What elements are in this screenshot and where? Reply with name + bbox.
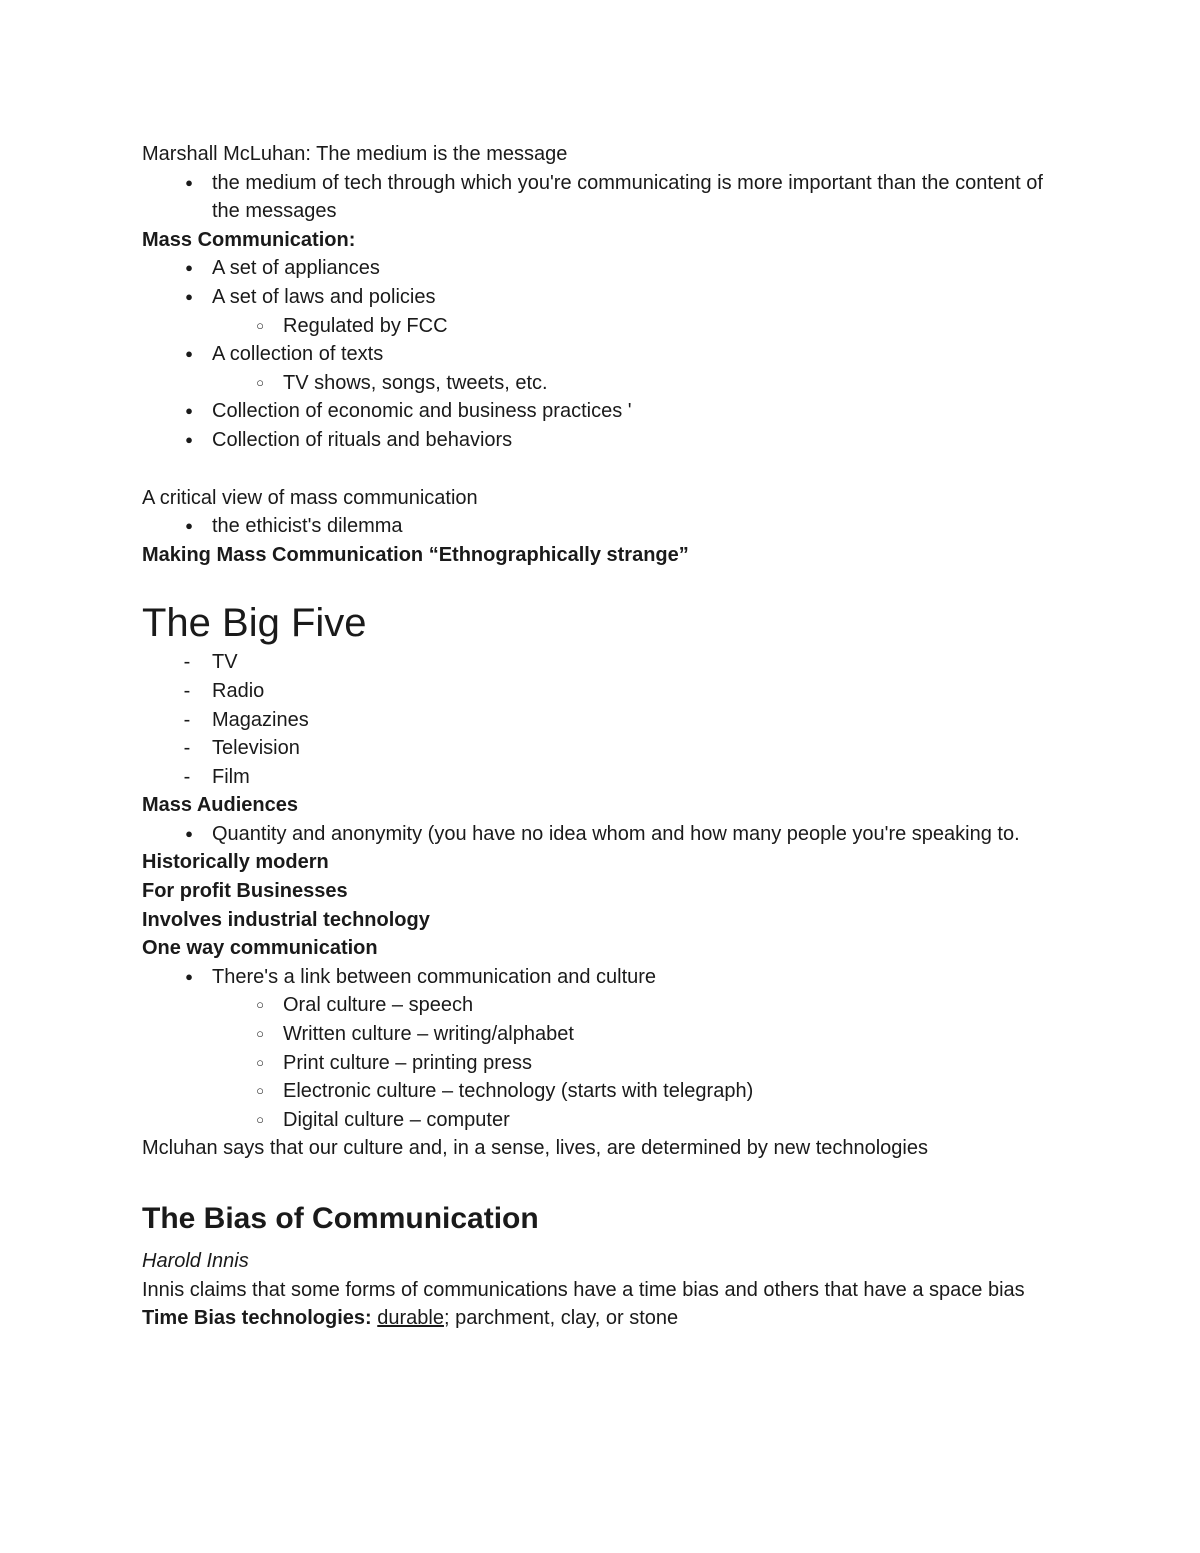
bullet-icon: ● [185, 968, 193, 984]
list-item [142, 397, 1072, 426]
dash-list-item [142, 648, 1072, 677]
innis-claim: Innis claims that some forms of communications have a time bias and others that have a space bias [142, 1278, 1025, 1301]
list-item-text: Collection of economic and business practices ' [212, 400, 632, 423]
mass-audiences-heading: Mass Audiences [142, 794, 298, 817]
bullet-icon: ● [185, 174, 193, 190]
critical-view-title: A critical view of mass communication [142, 486, 478, 509]
list-item [142, 340, 1072, 369]
sub-list-item [142, 991, 1072, 1020]
list-item [142, 254, 1072, 283]
circle-bullet-icon: ○ [256, 1054, 264, 1070]
mcluhan-summary: Mcluhan says that our culture and, in a sense, lives, are determined by new technologies [142, 1137, 928, 1160]
author-name: Harold Innis [142, 1250, 249, 1272]
circle-bullet-icon: ○ [256, 997, 264, 1013]
time-bias-rest: ; parchment, clay, or stone [443, 1307, 679, 1330]
circle-bullet-icon: ○ [256, 374, 264, 390]
list-item-text: There's a link between communication and culture [212, 965, 657, 988]
bullet-icon: ● [185, 260, 193, 276]
bullet-icon: ● [185, 518, 193, 534]
sub-list-item [142, 1106, 1072, 1135]
dash-list-item-text: Film [212, 765, 250, 788]
list-item-text: Quantity and anonymity (you have no idea whom and how many people you're speaking to. [212, 822, 1020, 845]
list-item-text: A set of appliances [212, 257, 380, 280]
list-item-text: A set of laws and policies [212, 285, 436, 308]
dash-list-item [142, 677, 1072, 706]
spacer [142, 1239, 1072, 1247]
dash-list-item-text: Television [212, 737, 300, 760]
dash-icon: - [183, 737, 191, 760]
sub-list-item [142, 1020, 1072, 1049]
list-item [142, 169, 1072, 226]
sub-list-item-text: Regulated by FCC [283, 314, 448, 337]
sub-list-item-text: Digital culture – computer [283, 1108, 510, 1131]
time-bias-line [142, 1304, 1072, 1333]
sub-list-item-text: Electronic culture – technology (starts with telegraph) [283, 1080, 754, 1103]
spacer [142, 455, 1072, 484]
dash-icon: - [183, 679, 191, 702]
list-item [142, 963, 1072, 992]
dash-list-item [142, 734, 1072, 763]
big-five-heading: The Big Five [142, 601, 367, 646]
sub-list-item-text: Oral culture – speech [283, 994, 474, 1017]
dash-icon: - [183, 765, 191, 788]
bullet-icon: ● [185, 346, 193, 362]
time-bias-label: Time Bias technologies: [142, 1307, 372, 1330]
dash-icon: - [183, 708, 191, 731]
bias-heading: The Bias of Communication [142, 1202, 539, 1235]
sub-list-item [142, 1049, 1072, 1078]
dash-list-item-text: TV [212, 651, 238, 674]
dash-list-item [142, 706, 1072, 735]
intro-title: Marshall McLuhan: The medium is the message [142, 143, 568, 165]
dash-icon: - [183, 651, 191, 674]
sub-list-item-text: TV shows, songs, tweets, etc. [283, 371, 548, 394]
spacer [142, 1163, 1072, 1199]
list-item [142, 426, 1072, 455]
bold-line-industrial-technology: Involves industrial technology [142, 908, 430, 931]
durable-underlined: durable [377, 1307, 444, 1330]
bullet-icon: ● [185, 431, 193, 447]
document-page [142, 140, 1072, 1333]
list-item-text: A collection of texts [212, 343, 384, 366]
circle-bullet-icon: ○ [256, 1083, 264, 1099]
sub-list-item [142, 1077, 1072, 1106]
list-item [142, 283, 1072, 312]
ethnographically-strange-heading: Making Mass Communication “Ethnographically strange” [142, 543, 689, 566]
circle-bullet-icon: ○ [256, 1111, 264, 1127]
bullet-icon: ● [185, 825, 193, 841]
circle-bullet-icon: ○ [256, 1026, 264, 1042]
bold-line-one-way: One way communication [142, 937, 378, 960]
bold-line-historically-modern: Historically modern [142, 851, 329, 874]
bold-line-for-profit: For profit Businesses [142, 880, 348, 903]
list-item [142, 820, 1072, 849]
dash-list-item-text: Magazines [212, 708, 309, 731]
bullet-icon: ● [185, 403, 193, 419]
dash-list-item [142, 763, 1072, 792]
list-item [142, 512, 1072, 541]
list-item-text: Collection of rituals and behaviors [212, 428, 513, 451]
list-item-text: the ethicist's dilemma [212, 515, 403, 538]
sub-list-item [142, 369, 1072, 398]
dash-list-item-text: Radio [212, 679, 265, 702]
mass-communication-heading: Mass Communication: [142, 228, 356, 251]
bullet-icon: ● [185, 288, 193, 304]
sub-list-item-text: Print culture – printing press [283, 1051, 533, 1074]
list-item-text: the medium of tech through which you're communicating is more important than the content of the messages [212, 171, 1043, 223]
circle-bullet-icon: ○ [256, 317, 264, 333]
sub-list-item-text: Written culture – writing/alphabet [283, 1023, 574, 1046]
sub-list-item [142, 312, 1072, 341]
